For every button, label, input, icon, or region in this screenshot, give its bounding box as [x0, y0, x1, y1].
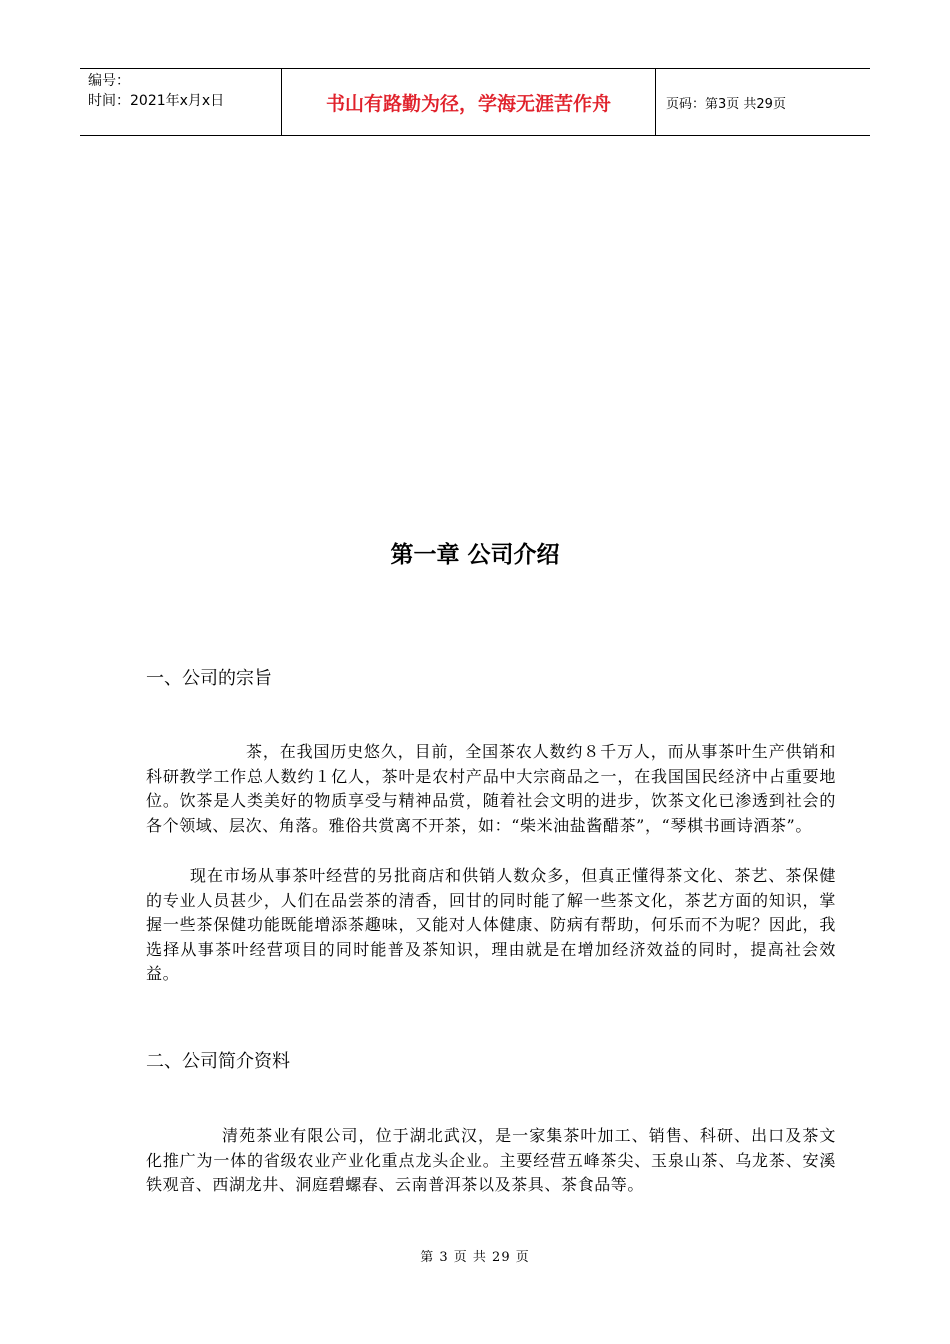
section-heading-profile: 二、公司简介资料: [146, 1051, 290, 1072]
page-header: [80, 68, 870, 136]
header-motto: 书山有路勤为径，学海无涯苦作舟: [282, 69, 656, 135]
paragraph-profile-1: 清苑茶业有限公司，位于湖北武汉，是一家集茶叶加工、销售、科研、出口及茶文化推广为一体的省级农业产业化重点龙头企业。主要经营五峰茶尖、玉泉山茶、乌龙茶、安溪铁观音、西湖龙井、洞庭碧螺春、云南普洱茶以及茶具、茶食品等。: [146, 1126, 836, 1194]
page-footer: 第 3 页 共 29 页: [420, 1250, 530, 1265]
section-heading-purpose: 一、公司的宗旨: [146, 668, 272, 689]
chapter-title: 第一章 公司介绍: [390, 542, 560, 568]
paragraph-purpose-1: 茶，在我国历史悠久，目前，全国茶农人数约８千万人，而从事茶叶生产供销和科研教学工作总人数约１亿人，茶叶是农村产品中大宗商品之一，在我国国民经济中占重要地位。饮茶是人类美好的物质享受与精神品赏，随着社会文明的进步，饮茶文化已渗透到社会的各个领域、层次、角落。雅俗共赏离不开茶，如：“柴米油盐酱醋茶”，“琴棋书画诗酒茶”。: [146, 742, 836, 835]
time-label: 时间：2021年x月x日: [88, 93, 225, 109]
header-page-info: 页码：第3页 共29页: [666, 96, 786, 112]
paragraph-purpose-2: 现在市场从事茶叶经营的另批商店和供销人数众多，但真正懂得茶文化、茶艺、茶保健的专业人员甚少，人们在品尝茶的清香，回甘的同时能了解一些茶文化，茶艺方面的知识，掌握一些茶保健功能既能增添茶趣味，又能对人体健康、防病有帮助，何乐而不为呢？因此，我选择从事茶叶经营项目的同时能普及茶知识，理由就是在增加经济效益的同时，提高社会效益。: [146, 866, 836, 983]
header-meta: [80, 69, 282, 135]
number-label: 编号：: [88, 73, 130, 89]
